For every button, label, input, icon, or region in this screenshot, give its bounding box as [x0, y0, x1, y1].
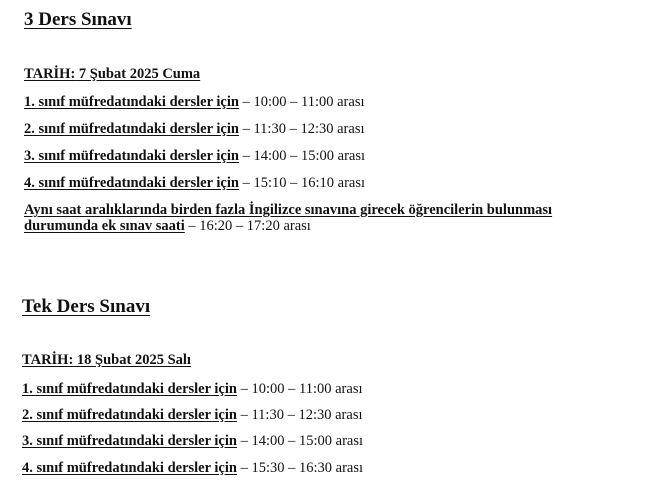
- schedule-row: [22, 381, 363, 398]
- row-time: 14:00 – 15:00: [253, 148, 335, 164]
- note-line-1: Aynı saat aralıklarında birden fazla İngilizce sınavına girecek öğrencilerin bulunması: [24, 202, 553, 218]
- date-value: 18 Şubat 2025 Salı: [76, 352, 191, 368]
- row-time: 14:00 – 15:00: [251, 433, 333, 449]
- row-suffix: arası: [335, 460, 364, 476]
- schedule-row: [22, 407, 363, 424]
- row-suffix: arası: [335, 407, 363, 423]
- row-label: 2. sınıf müfredatındaki dersler için: [22, 407, 237, 423]
- row-label: 3. sınıf müfredatındaki dersler için: [22, 433, 237, 449]
- row-time: 10:00 – 11:00: [251, 381, 332, 397]
- row-suffix: arası: [335, 433, 364, 449]
- exam-date-line: [24, 66, 200, 83]
- row-separator: –: [242, 121, 250, 137]
- row-time: 15:10 – 16:10: [253, 175, 335, 191]
- row-label: 4. sınıf müfredatındaki dersler için: [24, 175, 239, 191]
- note-line-2: durumunda ek sınav saati: [24, 218, 185, 234]
- row-suffix: arası: [337, 148, 366, 164]
- note-suffix: arası: [283, 218, 311, 234]
- row-time: 15:30 – 16:30: [251, 460, 333, 476]
- row-separator: –: [242, 148, 250, 164]
- row-suffix: arası: [335, 381, 363, 397]
- row-separator: –: [240, 407, 248, 423]
- schedule-row: [24, 121, 365, 138]
- row-separator: –: [242, 175, 250, 191]
- row-label: 2. sınıf müfredatındaki dersler için: [24, 121, 239, 137]
- date-label: TARİH:: [22, 352, 74, 368]
- row-separator: –: [240, 381, 248, 397]
- date-label: TARİH:: [24, 66, 76, 82]
- schedule-row: [24, 175, 365, 192]
- row-separator: –: [240, 460, 248, 476]
- section-title-tek-ders: Tek Ders Sınavı: [22, 296, 151, 317]
- note-time: 16:20 – 17:20: [199, 218, 280, 234]
- row-suffix: arası: [337, 121, 365, 137]
- schedule-row: [24, 148, 365, 165]
- row-time: 11:30 – 12:30: [253, 121, 334, 137]
- exam-date-line: [22, 352, 191, 369]
- date-value: 7 Şubat 2025 Cuma: [78, 66, 201, 82]
- row-separator: –: [242, 94, 250, 110]
- row-suffix: arası: [337, 175, 366, 191]
- schedule-row: [24, 94, 365, 111]
- row-label: 1. sınıf müfredatındaki dersler için: [24, 94, 239, 110]
- extra-exam-note: [24, 202, 624, 234]
- schedule-row: [22, 460, 363, 477]
- row-label: 4. sınıf müfredatındaki dersler için: [22, 460, 237, 476]
- note-separator: –: [188, 218, 196, 234]
- row-label: 1. sınıf müfredatındaki dersler için: [22, 381, 237, 397]
- schedule-row: [22, 433, 363, 450]
- row-time: 11:30 – 12:30: [251, 407, 332, 423]
- row-time: 10:00 – 11:00: [253, 94, 334, 110]
- row-separator: –: [240, 433, 248, 449]
- row-label: 3. sınıf müfredatındaki dersler için: [24, 148, 239, 164]
- row-suffix: arası: [337, 94, 365, 110]
- section-title-3-ders: 3 Ders Sınavı: [24, 9, 132, 30]
